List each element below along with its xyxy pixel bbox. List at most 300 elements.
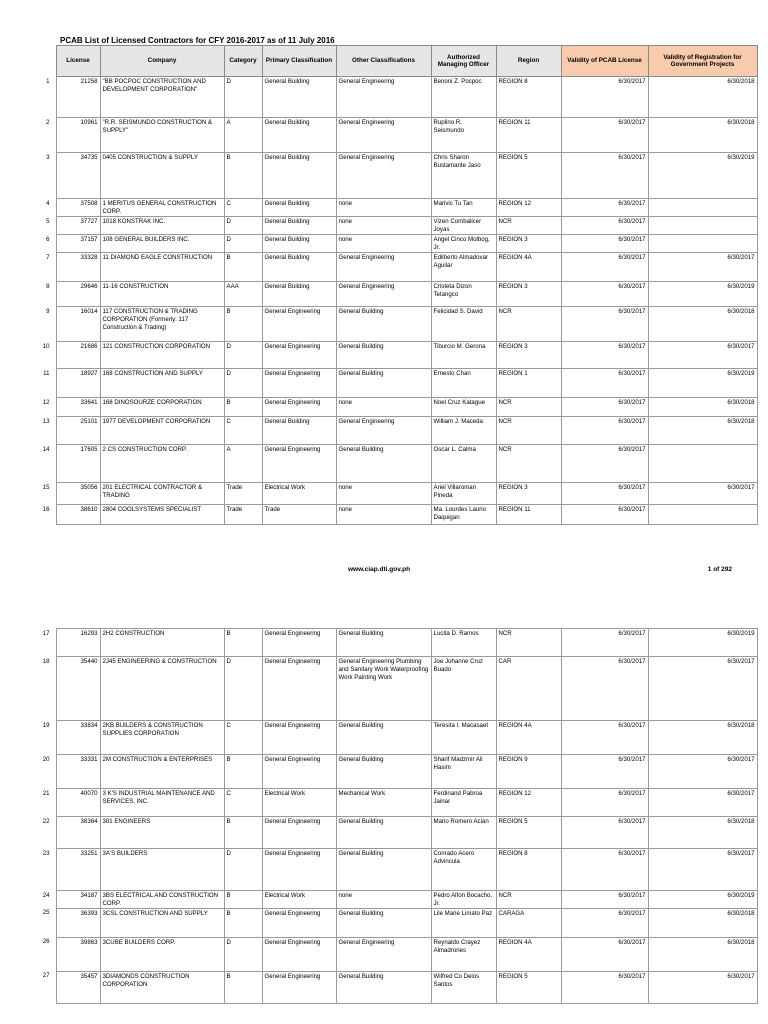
table-row xyxy=(36,445,757,483)
region-cell: REGION 12 xyxy=(496,199,561,217)
managing-officer-header: Authorized Managing Officer xyxy=(431,46,496,77)
region-cell: NCR xyxy=(496,217,561,235)
category-cell: C xyxy=(224,417,262,445)
pcab-validity-cell: 6/30/2017 xyxy=(561,342,648,369)
primary-classification-cell: General Engineering xyxy=(262,971,336,1003)
managing-officer-cell: Ariel Villaroman Pineda xyxy=(431,483,496,505)
category-cell: B xyxy=(224,755,262,789)
category-cell: Trade xyxy=(224,483,262,505)
managing-officer-cell: Tiburcio M. Gerona xyxy=(431,342,496,369)
company-cell: 2804 COOLSYSTEMS SPECIALIST xyxy=(100,505,224,525)
registration-validity-cell: 6/30/2019 xyxy=(648,282,757,307)
row-number: 4 xyxy=(46,199,50,207)
region-cell: CAR xyxy=(496,657,561,721)
row-number: 23 xyxy=(42,849,50,857)
managing-officer-cell: William J. Maceda xyxy=(431,417,496,445)
other-classifications-cell: General Engineering xyxy=(336,153,431,199)
primary-classification-cell: General Building xyxy=(262,118,336,153)
license-cell: 17605 xyxy=(56,445,100,483)
table-row xyxy=(36,77,757,118)
region-cell: REGION 8 xyxy=(496,849,561,891)
pcab-validity-cell: 6/30/2017 xyxy=(561,657,648,721)
row-number: 15 xyxy=(42,483,50,491)
category-cell: Trade xyxy=(224,505,262,525)
other-classifications-cell: General Building xyxy=(336,721,431,755)
license-cell: 10961 xyxy=(56,118,100,153)
registration-validity-cell: 6/30/2017 xyxy=(648,849,757,891)
category-cell: B xyxy=(224,307,262,342)
company-cell: 2H2 CONSTRUCTION xyxy=(100,629,224,657)
category-cell: D xyxy=(224,937,262,971)
table-row xyxy=(36,937,757,971)
pcab-validity-cell: 6/30/2017 xyxy=(561,253,648,282)
other-classifications-cell: General Building xyxy=(336,369,431,398)
category-cell: C xyxy=(224,789,262,817)
pcab-validity-cell: 6/30/2017 xyxy=(561,118,648,153)
other-classifications-cell: General Building xyxy=(336,755,431,789)
category-cell: D xyxy=(224,342,262,369)
region-cell: REGION 3 xyxy=(496,483,561,505)
other-classifications-cell: General Engineering xyxy=(336,77,431,118)
registration-validity-cell: 6/30/2018 xyxy=(648,721,757,755)
registration-validity-cell: 6/30/2019 xyxy=(648,891,757,909)
license-cell: 37508 xyxy=(56,199,100,217)
row-number: 21 xyxy=(42,789,50,797)
category-cell: B xyxy=(224,891,262,909)
table-row xyxy=(36,253,757,282)
row-number: 20 xyxy=(42,755,50,763)
table-row xyxy=(36,908,757,937)
license-cell: 29646 xyxy=(56,282,100,307)
pcab-validity-cell: 6/30/2017 xyxy=(561,789,648,817)
region-cell: REGION 3 xyxy=(496,235,561,253)
company-cell: 11-16 CONSTRUCTION xyxy=(100,282,224,307)
registration-validity-cell xyxy=(648,505,757,525)
license-cell: 16293 xyxy=(56,629,100,657)
region-cell: REGION 4A xyxy=(496,253,561,282)
primary-classification-header: Primary Classification xyxy=(262,46,336,77)
registration-validity-cell: 6/30/2018 xyxy=(648,398,757,417)
table-row xyxy=(36,755,757,789)
region-cell: REGION 9 xyxy=(496,755,561,789)
managing-officer-cell: Reynaldo Crayez Almadrones xyxy=(431,937,496,971)
category-cell: B xyxy=(224,971,262,1003)
other-classifications-cell: none xyxy=(336,891,431,909)
registration-validity-cell: 6/30/2017 xyxy=(648,342,757,369)
registration-validity-cell: 6/30/2017 xyxy=(648,971,757,1003)
table-row xyxy=(36,483,757,505)
category-cell: D xyxy=(224,849,262,891)
row-number: 6 xyxy=(46,235,50,243)
managing-officer-cell: Mario Romero Acian xyxy=(431,817,496,849)
category-cell: D xyxy=(224,369,262,398)
other-classifications-cell: General Building xyxy=(336,849,431,891)
table-row xyxy=(36,971,757,1003)
registration-validity-cell: 6/30/2018 xyxy=(648,817,757,849)
primary-classification-cell: General Building xyxy=(262,417,336,445)
license-cell: 33251 xyxy=(56,849,100,891)
company-cell: 201 ELECTRICAL CONTRACTOR & TRADING xyxy=(100,483,224,505)
footer-url: www.ciap.dti.gov.ph xyxy=(348,566,411,573)
contractors-table-page-2 xyxy=(36,628,758,1004)
region-cell: NCR xyxy=(496,445,561,483)
table-row xyxy=(36,629,757,657)
table-row xyxy=(36,282,757,307)
row-number: 26 xyxy=(42,938,50,946)
category-cell: A xyxy=(224,118,262,153)
license-cell: 37157 xyxy=(56,235,100,253)
managing-officer-cell: Lile Marie Limato Paz xyxy=(431,908,496,937)
company-cell: 121 CONSTRUCTION CORPORATION xyxy=(100,342,224,369)
pcab-validity-cell: 6/30/2017 xyxy=(561,282,648,307)
registration-validity-cell: 6/30/2019 xyxy=(648,629,757,657)
pcab-validity-cell: 6/30/2017 xyxy=(561,77,648,118)
row-number-header xyxy=(36,46,56,77)
table-row xyxy=(36,118,757,153)
license-cell: 25101 xyxy=(56,417,100,445)
row-number: 2 xyxy=(46,118,50,126)
managing-officer-cell: Sharif Madzmir Ali Hasim xyxy=(431,755,496,789)
primary-classification-cell: General Engineering xyxy=(262,398,336,417)
region-cell: REGION 5 xyxy=(496,971,561,1003)
registration-validity-cell: 6/30/2017 xyxy=(648,253,757,282)
managing-officer-cell: Benoni Z. Pocpoc xyxy=(431,77,496,118)
managing-officer-cell: Conrado Acero Advincula xyxy=(431,849,496,891)
category-cell: D xyxy=(224,217,262,235)
license-cell: 33331 xyxy=(56,755,100,789)
row-number: 16 xyxy=(42,505,50,513)
registration-validity-header: Validity of Registration for Government Projects xyxy=(648,46,757,77)
page-number: 1 of 292 xyxy=(707,566,732,573)
primary-classification-cell: General Building xyxy=(262,217,336,235)
license-cell: 39863 xyxy=(56,937,100,971)
company-cell: "BB POCPOC CONSTRUCTION AND DEVELOPMENT CORPORATION" xyxy=(100,77,224,118)
table-row xyxy=(36,721,757,755)
license-cell: 40070 xyxy=(56,789,100,817)
row-number: 9 xyxy=(46,307,50,315)
category-cell: B xyxy=(224,398,262,417)
primary-classification-cell: General Engineering xyxy=(262,937,336,971)
license-cell: 34187 xyxy=(56,891,100,909)
company-cell: 2M CONSTRUCTION & ENTERPRISES xyxy=(100,755,224,789)
pcab-validity-cell: 6/30/2017 xyxy=(561,483,648,505)
region-cell: REGION 12 xyxy=(496,789,561,817)
registration-validity-cell xyxy=(648,199,757,217)
registration-validity-cell: 6/30/2018 xyxy=(648,118,757,153)
region-cell: NCR xyxy=(496,891,561,909)
primary-classification-cell: General Engineering xyxy=(262,369,336,398)
other-classifications-cell: General Engineering xyxy=(336,282,431,307)
license-cell: 38364 xyxy=(56,817,100,849)
company-cell: 3BS ELECTRICAL AND CONSTRUCTION CORP. xyxy=(100,891,224,909)
primary-classification-cell: General Engineering xyxy=(262,657,336,721)
pcab-validity-cell: 6/30/2017 xyxy=(561,755,648,789)
company-cell: 168 CONSTRUCTION AND SUPPLY xyxy=(100,369,224,398)
pcab-validity-cell: 6/30/2017 xyxy=(561,908,648,937)
registration-validity-cell: 6/30/2019 xyxy=(648,369,757,398)
managing-officer-cell: Felicidad S. David xyxy=(431,307,496,342)
primary-classification-cell: General Engineering xyxy=(262,908,336,937)
table-row xyxy=(36,342,757,369)
other-classifications-cell: General Building xyxy=(336,307,431,342)
company-cell: 3CUBE BUILDERS CORP. xyxy=(100,937,224,971)
region-cell: NCR xyxy=(496,307,561,342)
category-cell: B xyxy=(224,253,262,282)
managing-officer-cell: Marivic Tu Tan xyxy=(431,199,496,217)
category-cell: C xyxy=(224,199,262,217)
company-cell: "R.R. SEISMUNDO CONSTRUCTION & SUPPLY" xyxy=(100,118,224,153)
pcab-validity-cell: 6/30/2017 xyxy=(561,629,648,657)
other-classifications-cell: General Engineering xyxy=(336,417,431,445)
license-cell: 36393 xyxy=(56,908,100,937)
row-number: 18 xyxy=(42,657,50,665)
pcab-validity-cell: 6/30/2017 xyxy=(561,937,648,971)
region-cell: NCR xyxy=(496,629,561,657)
other-classifications-cell: General Engineering xyxy=(336,118,431,153)
registration-validity-cell: 6/30/2018 xyxy=(648,307,757,342)
pcab-validity-cell: 6/30/2017 xyxy=(561,445,648,483)
category-cell: B xyxy=(224,629,262,657)
managing-officer-cell: Pedro Alfon Bocacho, Jr. xyxy=(431,891,496,909)
other-classifications-cell: none xyxy=(336,398,431,417)
primary-classification-cell: General Engineering xyxy=(262,342,336,369)
row-number: 25 xyxy=(42,909,50,917)
table-row xyxy=(36,199,757,217)
primary-classification-cell: General Engineering xyxy=(262,629,336,657)
company-cell: 1977 DEVELOPMENT CORPORATION xyxy=(100,417,224,445)
pcab-validity-cell: 6/30/2017 xyxy=(561,505,648,525)
primary-classification-cell: General Building xyxy=(262,77,336,118)
company-header: Company xyxy=(100,46,224,77)
company-cell: 0405 CONSTRUCTION & SUPPLY xyxy=(100,153,224,199)
primary-classification-cell: General Engineering xyxy=(262,307,336,342)
row-number: 12 xyxy=(42,398,50,406)
table-row xyxy=(36,505,757,525)
registration-validity-cell: 6/30/2017 xyxy=(648,657,757,721)
primary-classification-cell: Trade xyxy=(262,505,336,525)
other-classifications-cell: General Building xyxy=(336,817,431,849)
category-cell: D xyxy=(224,235,262,253)
pcab-validity-cell: 6/30/2017 xyxy=(561,891,648,909)
primary-classification-cell: General Building xyxy=(262,199,336,217)
other-classifications-cell: General Building xyxy=(336,908,431,937)
other-classifications-header: Other Classifications xyxy=(336,46,431,77)
table-row xyxy=(36,307,757,342)
company-cell: 1 MERITUS GENERAL CONSTRUCTION CORP. xyxy=(100,199,224,217)
company-cell: 3DIAMONDS CONSTRUCTION CORPORATION xyxy=(100,971,224,1003)
company-cell: 3CSL CONSTRUCTION AND SUPPLY xyxy=(100,908,224,937)
managing-officer-cell: Cristeta Dizon Tetangco xyxy=(431,282,496,307)
category-cell: D xyxy=(224,657,262,721)
license-header: License xyxy=(56,46,100,77)
license-cell: 18927 xyxy=(56,369,100,398)
company-cell: 2J45 ENGINEERING & CONSTRUCTION xyxy=(100,657,224,721)
region-cell: REGION 4A xyxy=(496,937,561,971)
other-classifications-cell: General Engineering xyxy=(336,253,431,282)
managing-officer-cell: Chris Sharon Bustamante Jaso xyxy=(431,153,496,199)
license-cell: 16014 xyxy=(56,307,100,342)
managing-officer-cell: Teresita I. Macasaet xyxy=(431,721,496,755)
row-number: 3 xyxy=(46,153,50,161)
license-cell: 38610 xyxy=(56,505,100,525)
row-number: 22 xyxy=(42,817,50,825)
region-cell: NCR xyxy=(496,417,561,445)
table-row xyxy=(36,817,757,849)
pcab-validity-cell: 6/30/2017 xyxy=(561,398,648,417)
table-row xyxy=(36,417,757,445)
other-classifications-cell: none xyxy=(336,217,431,235)
registration-validity-cell: 6/30/2018 xyxy=(648,908,757,937)
row-number: 13 xyxy=(42,417,50,425)
pcab-validity-cell: 6/30/2017 xyxy=(561,153,648,199)
other-classifications-cell: none xyxy=(336,235,431,253)
managing-officer-cell: Ruplino R. Seismundo xyxy=(431,118,496,153)
row-number: 10 xyxy=(42,342,50,350)
region-cell: REGION 4A xyxy=(496,721,561,755)
region-cell: REGION 1 xyxy=(496,369,561,398)
license-cell: 37727 xyxy=(56,217,100,235)
primary-classification-cell: General Engineering xyxy=(262,817,336,849)
pcab-validity-cell: 6/30/2017 xyxy=(561,235,648,253)
primary-classification-cell: General Engineering xyxy=(262,445,336,483)
company-cell: 2KB BUILDERS & CONSTRUCTION SUPPLIES CORPORATION xyxy=(100,721,224,755)
row-number: 19 xyxy=(42,721,50,729)
license-cell: 35440 xyxy=(56,657,100,721)
managing-officer-cell: Wilfred Co Delos Santos xyxy=(431,971,496,1003)
pcab-validity-cell: 6/30/2017 xyxy=(561,971,648,1003)
managing-officer-cell: Ernesto Chan xyxy=(431,369,496,398)
other-classifications-cell: General Engineering Plumbing and Sanitary Work Waterproofing Work Painting Work xyxy=(336,657,431,721)
pcab-validity-cell: 6/30/2017 xyxy=(561,417,648,445)
primary-classification-cell: General Engineering xyxy=(262,721,336,755)
row-number: 14 xyxy=(42,445,50,453)
license-cell: 33834 xyxy=(56,721,100,755)
managing-officer-cell: Ferdinand Pabroa Jainar xyxy=(431,789,496,817)
row-number: 5 xyxy=(46,217,50,225)
company-cell: 3 K'S INDUSTRIAL MAINTENANCE AND SERVICES, INC. xyxy=(100,789,224,817)
registration-validity-cell: 6/30/2019 xyxy=(648,153,757,199)
pcab-validity-header: Validity of PCAB License xyxy=(561,46,648,77)
category-cell: AAA xyxy=(224,282,262,307)
managing-officer-cell: Joe Johanne Cruz Buado xyxy=(431,657,496,721)
other-classifications-cell: Mechanical Work xyxy=(336,789,431,817)
document-title: PCAB List of Licensed Contractors for CFY 2016-2017 as of 11 July 2016 xyxy=(60,36,335,45)
other-classifications-cell: none xyxy=(336,199,431,217)
row-number: 17 xyxy=(42,629,50,637)
license-cell: 33328 xyxy=(56,253,100,282)
row-number: 11 xyxy=(43,369,50,377)
other-classifications-cell: none xyxy=(336,483,431,505)
other-classifications-cell: none xyxy=(336,505,431,525)
license-cell: 34735 xyxy=(56,153,100,199)
table-header-row xyxy=(36,46,757,77)
category-cell: B xyxy=(224,153,262,199)
table-row xyxy=(36,891,757,909)
table-row xyxy=(36,657,757,721)
row-number: 1 xyxy=(46,77,50,85)
license-cell: 35457 xyxy=(56,971,100,1003)
table-row xyxy=(36,217,757,235)
managing-officer-cell: Oscar L. Calma xyxy=(431,445,496,483)
managing-officer-cell: Vizen Combalicer Joyas xyxy=(431,217,496,235)
row-number: 24 xyxy=(42,891,50,899)
primary-classification-cell: Electrical Work xyxy=(262,483,336,505)
category-cell: B xyxy=(224,817,262,849)
region-cell: REGION 8 xyxy=(496,77,561,118)
category-header: Category xyxy=(224,46,262,77)
registration-validity-cell: 6/30/2017 xyxy=(648,483,757,505)
company-cell: 108 GENERAL BUILDERS INC. xyxy=(100,235,224,253)
primary-classification-cell: General Engineering xyxy=(262,849,336,891)
region-header: Region xyxy=(496,46,561,77)
pcab-validity-cell: 6/30/2017 xyxy=(561,817,648,849)
primary-classification-cell: General Engineering xyxy=(262,755,336,789)
company-cell: 3A'S BUILDERS xyxy=(100,849,224,891)
pcab-validity-cell: 6/30/2017 xyxy=(561,849,648,891)
table-row xyxy=(36,235,757,253)
primary-classification-cell: General Building xyxy=(262,253,336,282)
contractors-table-page-1 xyxy=(36,45,758,525)
primary-classification-cell: Electrical Work xyxy=(262,789,336,817)
registration-validity-cell xyxy=(648,445,757,483)
pcab-validity-cell: 6/30/2017 xyxy=(561,307,648,342)
primary-classification-cell: General Building xyxy=(262,235,336,253)
region-cell: CARAGA xyxy=(496,908,561,937)
category-cell: A xyxy=(224,445,262,483)
row-number: 27 xyxy=(42,972,50,980)
registration-validity-cell: 6/30/2017 xyxy=(648,789,757,817)
region-cell: REGION 11 xyxy=(496,505,561,525)
registration-validity-cell xyxy=(648,235,757,253)
category-cell: D xyxy=(224,77,262,118)
other-classifications-cell: General Engineering xyxy=(336,937,431,971)
region-cell: REGION 5 xyxy=(496,153,561,199)
table-row xyxy=(36,369,757,398)
table-row xyxy=(36,789,757,817)
pcab-validity-cell: 6/30/2017 xyxy=(561,217,648,235)
primary-classification-cell: General Building xyxy=(262,282,336,307)
other-classifications-cell: General Building xyxy=(336,342,431,369)
company-cell: 301 ENGINEERS xyxy=(100,817,224,849)
other-classifications-cell: General Building xyxy=(336,629,431,657)
category-cell: B xyxy=(224,908,262,937)
region-cell: NCR xyxy=(496,398,561,417)
managing-officer-cell: Angel Cinco Molbog, Jr. xyxy=(431,235,496,253)
license-cell: 33641 xyxy=(56,398,100,417)
row-number: 8 xyxy=(46,282,50,290)
managing-officer-cell: Edilberto Almadovar Aguilar xyxy=(431,253,496,282)
registration-validity-cell: 6/30/2018 xyxy=(648,77,757,118)
other-classifications-cell: General Building xyxy=(336,971,431,1003)
primary-classification-cell: Electrical Work xyxy=(262,891,336,909)
category-cell: C xyxy=(224,721,262,755)
region-cell: REGION 3 xyxy=(496,282,561,307)
registration-validity-cell: 6/30/2018 xyxy=(648,937,757,971)
pcab-validity-cell: 6/30/2017 xyxy=(561,721,648,755)
table-row xyxy=(36,153,757,199)
primary-classification-cell: General Building xyxy=(262,153,336,199)
pcab-validity-cell: 6/30/2017 xyxy=(561,199,648,217)
company-cell: 117 CONSTRUCTION & TRADING CORPORATION (Formerly: 117 Construction & Trading) xyxy=(100,307,224,342)
managing-officer-cell: Ma. Lourdes Laurio Daquigan xyxy=(431,505,496,525)
license-cell: 21258 xyxy=(56,77,100,118)
region-cell: REGION 3 xyxy=(496,342,561,369)
row-number: 7 xyxy=(46,253,50,261)
registration-validity-cell: 6/30/2018 xyxy=(648,417,757,445)
license-cell: 21686 xyxy=(56,342,100,369)
pcab-validity-cell: 6/30/2017 xyxy=(561,369,648,398)
managing-officer-cell: Lucita D. Ramos xyxy=(431,629,496,657)
